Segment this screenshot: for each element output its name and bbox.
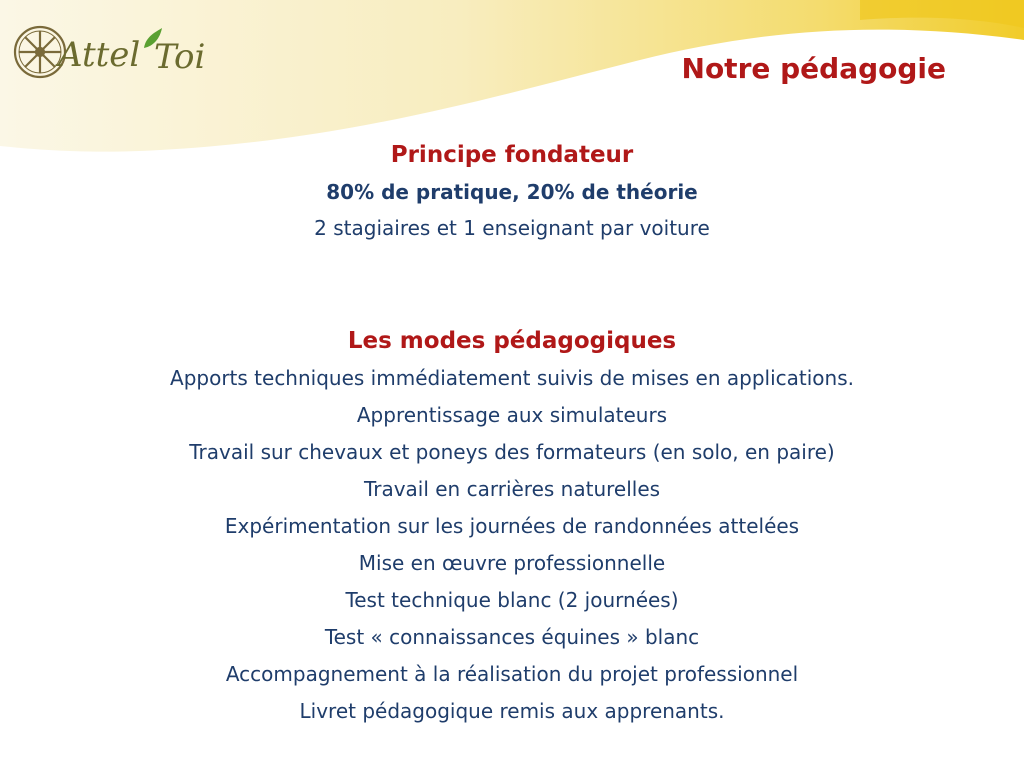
- modes-item: Accompagnement à la réalisation du projet professionnel: [225, 662, 799, 686]
- principle-heading: Principe fondateur: [390, 142, 634, 168]
- principle-line: 2 stagiaires et 1 enseignant par voiture: [314, 216, 710, 240]
- modes-item: Apprentissage aux simulateurs: [356, 403, 668, 427]
- svg-text:Attel: Attel: [58, 35, 141, 75]
- slide-title: Notre pédagogie: [681, 52, 946, 85]
- wheel-logo-icon: [6, 14, 256, 84]
- modes-item: Apports techniques immédiatement suivis de mises en applications.: [170, 366, 854, 390]
- modes-item: Mise en œuvre professionnelle: [358, 551, 666, 575]
- modes-item: Expérimentation sur les journées de randonnées attelées: [224, 514, 800, 538]
- modes-section: [0, 326, 1024, 730]
- attel-toi-logo: [6, 14, 256, 84]
- modes-item: Travail en carrières naturelles: [363, 477, 661, 501]
- modes-item: Travail sur chevaux et poneys des formateurs (en solo, en paire): [189, 440, 835, 464]
- modes-item: Livret pédagogique remis aux apprenants.: [299, 699, 725, 723]
- svg-text:Toi: Toi: [154, 37, 206, 77]
- modes-item: Test « connaissances équines » blanc: [324, 625, 700, 649]
- principle-line: 80% de pratique, 20% de théorie: [326, 180, 698, 204]
- principle-section: [0, 140, 1024, 247]
- modes-item: Test technique blanc (2 journées): [345, 588, 679, 612]
- modes-heading: Les modes pédagogiques: [347, 328, 677, 354]
